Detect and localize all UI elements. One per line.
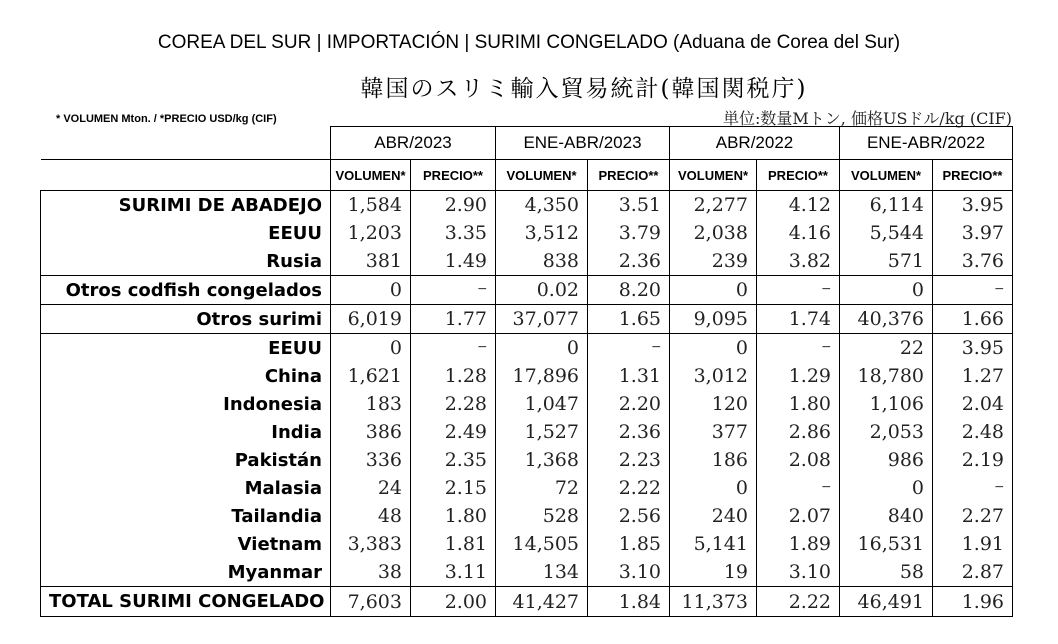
price-cell: 2.22 (588, 474, 670, 502)
price-cell: 2.22 (757, 587, 840, 617)
japanese-title: 韓国のスリミ輸入貿易統計(韓国関税庁) (360, 76, 808, 102)
volume-cell: 0 (670, 334, 757, 363)
volume-cell: 1,527 (496, 418, 588, 446)
volume-cell: 986 (840, 446, 933, 474)
volume-cell: 386 (331, 418, 411, 446)
volume-cell: 336 (331, 446, 411, 474)
volume-cell: 4,350 (496, 191, 588, 220)
price-cell: 2.15 (411, 474, 496, 502)
subheader-row (41, 160, 1013, 191)
units-note: * VOLUMEN Mton. / *PRECIO USD/kg (CIF) (56, 113, 277, 125)
row-label: Malasia (41, 474, 331, 502)
table-row (41, 474, 1013, 502)
column-subheader: PRECIO** (757, 160, 840, 191)
volume-cell: 41,427 (496, 587, 588, 617)
volume-cell: 6,019 (331, 305, 411, 334)
volume-cell: 381 (331, 247, 411, 276)
import-statistics-table (40, 126, 1013, 617)
price-cell: 3.76 (933, 247, 1013, 276)
price-cell: 1.74 (757, 305, 840, 334)
volume-cell: 528 (496, 502, 588, 530)
table-row (41, 390, 1013, 418)
volume-cell: 1,203 (331, 219, 411, 247)
volume-cell: 3,012 (670, 362, 757, 390)
price-cell: 1.77 (411, 305, 496, 334)
table-row (41, 362, 1013, 390)
price-cell: 2.49 (411, 418, 496, 446)
price-cell: 1.27 (933, 362, 1013, 390)
price-cell: 2.90 (411, 191, 496, 220)
period-header-row (41, 127, 1013, 160)
volume-cell: 377 (670, 418, 757, 446)
table-row (41, 305, 1013, 334)
volume-cell: 0 (331, 334, 411, 363)
table-row (41, 191, 1013, 220)
price-cell: 3.51 (588, 191, 670, 220)
volume-cell: 571 (840, 247, 933, 276)
row-label: Rusia (41, 247, 331, 276)
price-cell: 2.36 (588, 418, 670, 446)
volume-cell: 134 (496, 558, 588, 587)
table-row (41, 502, 1013, 530)
volume-cell: 239 (670, 247, 757, 276)
price-cell: 1.29 (757, 362, 840, 390)
volume-cell: 3,383 (331, 530, 411, 558)
period-header: ENE-ABR/2023 (496, 127, 670, 160)
price-cell: 2.27 (933, 502, 1013, 530)
price-cell: 1.96 (933, 587, 1013, 617)
volume-cell: 838 (496, 247, 588, 276)
volume-cell: 186 (670, 446, 757, 474)
price-cell: 1.66 (933, 305, 1013, 334)
volume-cell: 240 (670, 502, 757, 530)
volume-cell: 22 (840, 334, 933, 363)
price-cell: 2.00 (411, 587, 496, 617)
price-cell: 4.16 (757, 219, 840, 247)
column-subheader: PRECIO** (411, 160, 496, 191)
volume-cell: 2,053 (840, 418, 933, 446)
price-cell: 3.79 (588, 219, 670, 247)
volume-cell: 3,512 (496, 219, 588, 247)
volume-cell: 7,603 (331, 587, 411, 617)
price-cell: 2.36 (588, 247, 670, 276)
volume-cell: 0.02 (496, 276, 588, 305)
price-cell: 1.81 (411, 530, 496, 558)
column-subheader: VOLUMEN* (496, 160, 588, 191)
table-row (41, 219, 1013, 247)
price-cell: 2.86 (757, 418, 840, 446)
row-label: Pakistán (41, 446, 331, 474)
volume-cell: 1,621 (331, 362, 411, 390)
price-cell: 1.65 (588, 305, 670, 334)
volume-cell: 840 (840, 502, 933, 530)
volume-cell: 120 (670, 390, 757, 418)
page-title: COREA DEL SUR | IMPORTACIÓN | SURIMI CONGELADO (Aduana de Corea del Sur) (157, 32, 901, 53)
volume-cell: 40,376 (840, 305, 933, 334)
row-label: Otros surimi (41, 305, 331, 334)
volume-cell: 1,106 (840, 390, 933, 418)
price-cell: 8.20 (588, 276, 670, 305)
price-cell: 3.11 (411, 558, 496, 587)
price-cell: 2.20 (588, 390, 670, 418)
table-row (41, 276, 1013, 305)
price-cell: 3.82 (757, 247, 840, 276)
header-corner (41, 127, 331, 160)
volume-cell: 46,491 (840, 587, 933, 617)
volume-cell: 0 (670, 474, 757, 502)
price-cell: 3.10 (588, 558, 670, 587)
price-cell: 2.07 (757, 502, 840, 530)
price-cell: 2.19 (933, 446, 1013, 474)
volume-cell: 19 (670, 558, 757, 587)
volume-cell: 2,038 (670, 219, 757, 247)
volume-cell: 0 (496, 334, 588, 363)
table-row (41, 558, 1013, 587)
table-row (41, 530, 1013, 558)
price-cell: − (411, 334, 496, 363)
period-header: ABR/2023 (331, 127, 496, 160)
volume-cell: 1,368 (496, 446, 588, 474)
table-row (41, 418, 1013, 446)
row-label: India (41, 418, 331, 446)
table-body (41, 127, 1013, 617)
row-label: TOTAL SURIMI CONGELADO (41, 587, 331, 617)
price-cell: − (933, 474, 1013, 502)
volume-cell: 24 (331, 474, 411, 502)
price-cell: 1.31 (588, 362, 670, 390)
volume-cell: 5,544 (840, 219, 933, 247)
volume-cell: 0 (840, 276, 933, 305)
price-cell: − (411, 276, 496, 305)
price-cell: 1.91 (933, 530, 1013, 558)
price-cell: 1.84 (588, 587, 670, 617)
price-cell: 2.48 (933, 418, 1013, 446)
column-subheader: VOLUMEN* (331, 160, 411, 191)
row-label: EEUU (41, 334, 331, 363)
price-cell: 3.95 (933, 334, 1013, 363)
price-cell: 1.49 (411, 247, 496, 276)
price-cell: 2.23 (588, 446, 670, 474)
volume-cell: 2,277 (670, 191, 757, 220)
period-header: ENE-ABR/2022 (840, 127, 1013, 160)
volume-cell: 11,373 (670, 587, 757, 617)
row-label: Tailandia (41, 502, 331, 530)
japanese-unit-note: 単位:数量Mトン, 価格USドル/kg (CIF) (723, 109, 1012, 128)
volume-cell: 9,095 (670, 305, 757, 334)
price-cell: 3.97 (933, 219, 1013, 247)
price-cell: − (757, 276, 840, 305)
price-cell: 3.35 (411, 219, 496, 247)
column-subheader: VOLUMEN* (670, 160, 757, 191)
volume-cell: 14,505 (496, 530, 588, 558)
price-cell: 3.95 (933, 191, 1013, 220)
header-corner (41, 160, 331, 191)
price-cell: 2.28 (411, 390, 496, 418)
volume-cell: 1,584 (331, 191, 411, 220)
price-cell: − (757, 334, 840, 363)
volume-cell: 18,780 (840, 362, 933, 390)
volume-cell: 0 (331, 276, 411, 305)
volume-cell: 183 (331, 390, 411, 418)
price-cell: 1.28 (411, 362, 496, 390)
price-cell: 3.10 (757, 558, 840, 587)
price-cell: 4.12 (757, 191, 840, 220)
volume-cell: 6,114 (840, 191, 933, 220)
total-row (41, 587, 1013, 617)
volume-cell: 37,077 (496, 305, 588, 334)
price-cell: 1.80 (757, 390, 840, 418)
price-cell: 2.87 (933, 558, 1013, 587)
volume-cell: 16,531 (840, 530, 933, 558)
volume-cell: 17,896 (496, 362, 588, 390)
row-label: SURIMI DE ABADEJO (41, 191, 331, 220)
table-row (41, 247, 1013, 276)
table-row (41, 446, 1013, 474)
row-label: Myanmar (41, 558, 331, 587)
volume-cell: 58 (840, 558, 933, 587)
volume-cell: 48 (331, 502, 411, 530)
column-subheader: PRECIO** (933, 160, 1013, 191)
price-cell: 2.35 (411, 446, 496, 474)
price-cell: − (588, 334, 670, 363)
price-cell: 1.80 (411, 502, 496, 530)
column-subheader: PRECIO** (588, 160, 670, 191)
volume-cell: 38 (331, 558, 411, 587)
row-label: Otros codfish congelados (41, 276, 331, 305)
row-label: Vietnam (41, 530, 331, 558)
row-label: EEUU (41, 219, 331, 247)
price-cell: 2.08 (757, 446, 840, 474)
table-row (41, 334, 1013, 363)
price-cell: − (757, 474, 840, 502)
price-cell: − (933, 276, 1013, 305)
price-cell: 2.56 (588, 502, 670, 530)
price-cell: 2.04 (933, 390, 1013, 418)
column-subheader: VOLUMEN* (840, 160, 933, 191)
row-label: China (41, 362, 331, 390)
row-label: Indonesia (41, 390, 331, 418)
volume-cell: 5,141 (670, 530, 757, 558)
volume-cell: 0 (840, 474, 933, 502)
period-header: ABR/2022 (670, 127, 840, 160)
price-cell: 1.89 (757, 530, 840, 558)
price-cell: 1.85 (588, 530, 670, 558)
volume-cell: 0 (670, 276, 757, 305)
volume-cell: 1,047 (496, 390, 588, 418)
volume-cell: 72 (496, 474, 588, 502)
